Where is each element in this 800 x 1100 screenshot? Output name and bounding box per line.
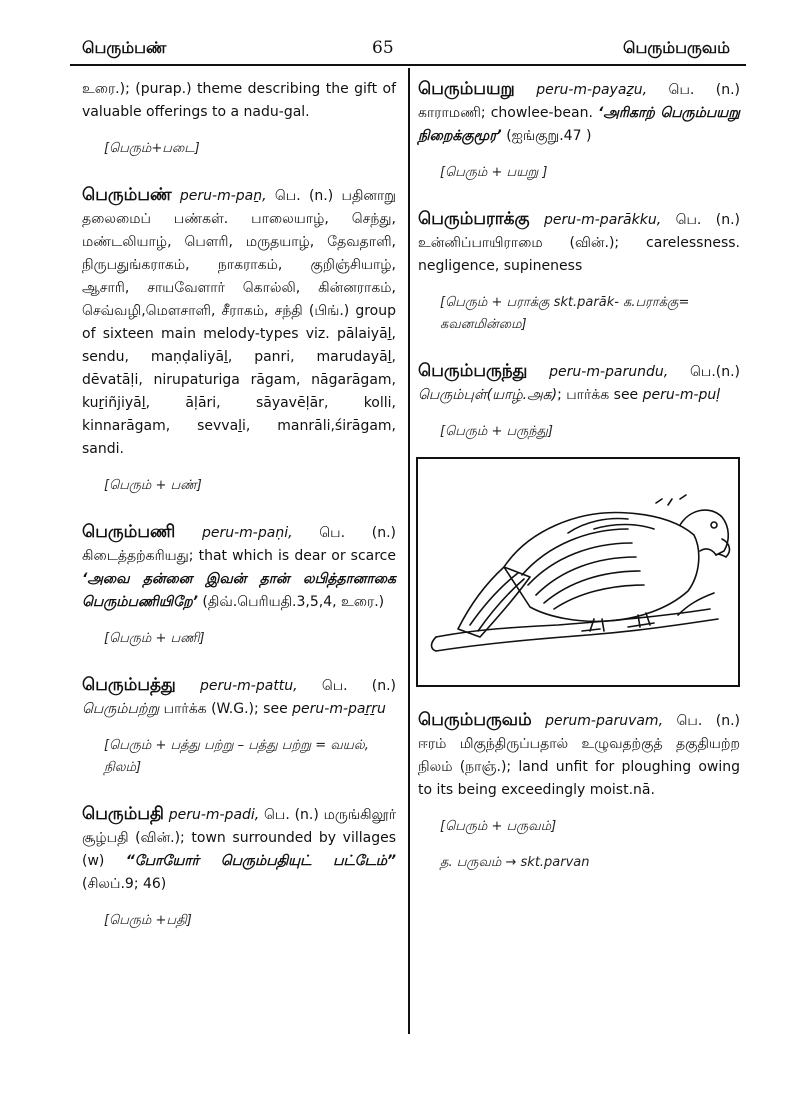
transliteration: peru-m-pattu, xyxy=(199,678,298,694)
headword: பெரும்பண் xyxy=(82,185,172,205)
transliteration: peru-m-padi, xyxy=(168,807,260,823)
cognate: த. பருவம் → skt.parvan xyxy=(440,855,590,870)
etymology: [பெரும் + பணி] xyxy=(104,631,205,646)
page-number: 65 xyxy=(372,38,394,58)
headword: பெரும்பணி xyxy=(82,522,176,542)
header-left-guideword: பெரும்பண் xyxy=(82,38,167,57)
entry-perumpani xyxy=(82,521,396,614)
definition: பெ. (n.) மருங்கிலூர் சூழ்பதி (வின்.); town surrounded by villages (w) xyxy=(82,807,397,869)
left-column xyxy=(82,78,396,946)
bird-body xyxy=(504,513,699,622)
headword: பெரும்பதி xyxy=(82,804,164,824)
header-rule xyxy=(70,64,746,66)
quotation: “போயோர் பெரும்பதியுட் பட்டேம்” xyxy=(125,853,397,869)
etymology: [பெரும் + பண்] xyxy=(104,478,202,493)
definition-see: பார்க்க (W.G.); see xyxy=(163,701,288,717)
page-header xyxy=(0,0,800,62)
entry-perumpayaru xyxy=(418,78,740,148)
etymology: [பெரும் + பராக்கு skt.parāk- க.பராக்கு= கவனமின்மை] xyxy=(440,295,690,332)
headword: பெரும்பருந்து xyxy=(418,361,528,381)
transliteration: perum-paruvam, xyxy=(545,713,664,729)
etymology: [பெரும் +பதி] xyxy=(104,913,192,928)
headword: பெரும்பயறு xyxy=(418,79,515,99)
definition: பெ. (n.) ஈரம் மிகுந்திருப்பதால் உழுவதற்குத் தகுதியற்ற நிலம் (நாஞ்.); land unfit for ploughing owing to its being exceedingly moist.nā. xyxy=(418,713,741,798)
definition: பெ.(n.) xyxy=(690,364,741,380)
quotation: ‘அவை தன்னை இவன் தான் லபித்தானாகை பெரும்பணியிறே’ xyxy=(82,571,396,610)
entry-perumpan xyxy=(82,184,396,461)
headword: பெரும்பருவம் xyxy=(418,710,532,730)
definition: பெ. (n.) காராமணி; chowlee-bean. xyxy=(418,82,741,121)
bird-head xyxy=(680,510,728,555)
transliteration: peru-m-parundu, xyxy=(549,364,669,380)
definition: பெ. (n.) பதினாறு தலைமைப் பண்கள். பாலையாழ், செந்து, மண்டலியாழ், பௌரி, மருதயாழ், தேவதாளி, நிருபதுங்கராகம், நாகராகம், குறிஞ்சியாழ், ஆசாரி, சாயவேளார் கொல்லி, கின்னராகம், செவ்வழி,மௌசாளி, சீராகம், சந்தி (பிங்.) group of sixteen main melody-types viz. pālaiyāḻ, sendu, maṇḍaliyāḻ, panri, marudayāḻ, dēvatāḷi, nirupaturiga rāgam, nāgarāgam, kuṟiñjiyāḻ, āḷāri, sāyavēḷār, kolli, kinnarāgam, sevvaḻi, manrāli,śirāgam, sandi. xyxy=(82,188,397,457)
quotation: ‘அரிகாற் பெரும்பயறு நிறைக்குமூர’ xyxy=(418,105,741,144)
entry-continuation xyxy=(82,78,396,124)
header-right-guideword: பெரும்பருவம் xyxy=(623,38,730,57)
cross-reference-tamil: பெரும்புள்(யாழ்.அக) xyxy=(418,387,558,403)
bird-eye xyxy=(711,522,717,528)
transliteration: peru-m-payaẕu, xyxy=(536,82,648,98)
definition: பெ. (n.) உன்னிப்பாயிராமை (வின்.); carelessness. negligence, supineness xyxy=(418,212,741,274)
transliteration: peru-m-paṉ, xyxy=(179,188,267,204)
cross-reference: peru-m-paṟṟu xyxy=(292,701,386,717)
branch-end xyxy=(432,637,437,651)
transliteration: peru-m-paṇi, xyxy=(201,525,293,541)
citation: (சிலப்.9; 46) xyxy=(82,876,167,892)
etymology: [பெரும் + பருவம்] xyxy=(440,819,557,834)
entry-perumparakku xyxy=(418,208,740,278)
transliteration: peru-m-parākku, xyxy=(543,212,662,228)
entry-perumpattu xyxy=(82,674,396,721)
cross-reference-tamil: பெரும்பற்று xyxy=(82,701,160,717)
etymology: [பெரும் + பருந்து] xyxy=(440,424,553,439)
etymology: [பெரும் + பயறு ] xyxy=(440,165,548,180)
continuation-text: உரை.); (purap.) theme describing the gift of valuable offerings to a nadu-gal. xyxy=(82,81,396,120)
kite-bird-illustration xyxy=(416,457,740,687)
definition: பெ. (n.) xyxy=(321,678,397,694)
definition: பெ. (n.) கிடைத்தற்கரியது; that which is dear or scarce xyxy=(82,525,396,564)
etymology: [பெரும் + பத்து பற்று – பத்து பற்று = வயல், நிலம்] xyxy=(104,738,369,775)
headword: பெரும்பராக்கு xyxy=(418,209,530,229)
branch xyxy=(436,609,710,637)
entry-perumpati xyxy=(82,803,396,896)
column-divider xyxy=(408,68,410,1034)
entry-perumparuvam xyxy=(418,709,740,802)
definition-see: ; பார்க்க see xyxy=(557,387,639,403)
bird-drawing-svg xyxy=(418,459,738,685)
headword: பெரும்பத்து xyxy=(82,675,176,695)
right-column xyxy=(418,78,740,888)
continuation-etymology: [பெரும்+படை] xyxy=(104,141,200,156)
entry-perumparundu xyxy=(418,360,740,407)
citation: (ஐங்குறு.47 ) xyxy=(506,128,592,144)
cross-reference: peru-m-puḷ xyxy=(642,387,721,403)
citation: (திவ்.பெரியதி.3,5,4, உரை.) xyxy=(202,594,385,610)
